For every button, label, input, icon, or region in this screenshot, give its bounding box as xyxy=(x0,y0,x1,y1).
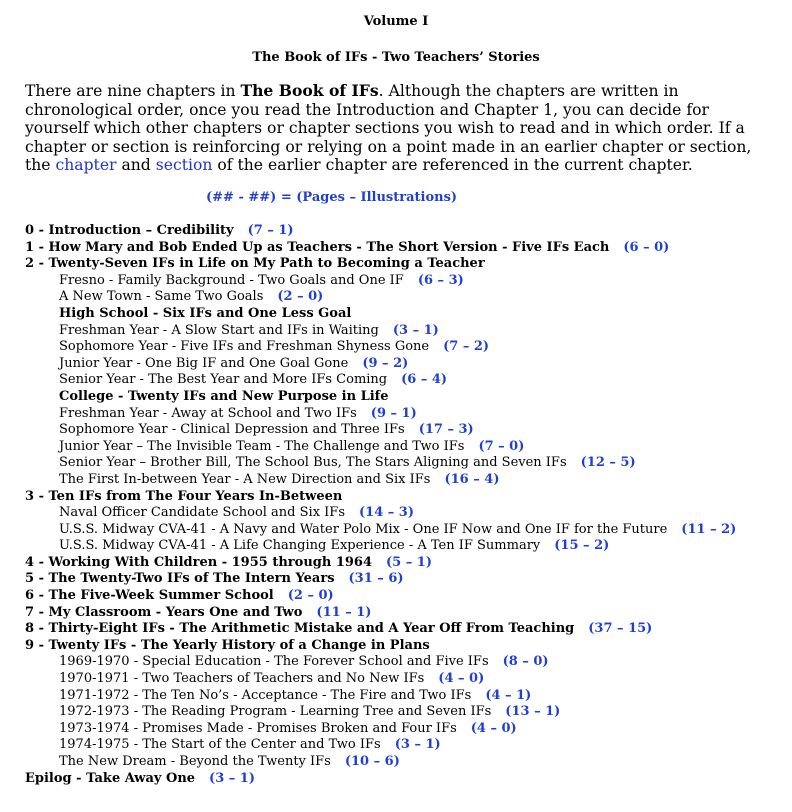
toc-entry-title: 1970-1971 - Two Teachers of Teachers and No New IFs xyxy=(59,671,425,687)
toc-entry[interactable] xyxy=(25,621,785,638)
toc-entry[interactable] xyxy=(25,704,785,721)
toc-entry-title: 9 - Twenty IFs - The Yearly History of a Change in Plans xyxy=(25,637,430,653)
toc-entry-title: 6 - The Five-Week Summer School xyxy=(25,588,274,604)
toc-entry-pages: (5 – 1) xyxy=(386,554,432,570)
toc-entry[interactable] xyxy=(25,489,785,506)
toc-entry[interactable] xyxy=(25,406,785,423)
toc-entry-pages: (6 – 0) xyxy=(623,239,670,255)
toc-entry[interactable] xyxy=(25,323,785,340)
toc-entry-title: 8 - Thirty-Eight IFs - The Arithmetic Mistake and A Year Off From Teaching xyxy=(25,621,575,637)
toc-entry-title: Senior Year – Brother Bill, The School Bus, The Stars Aligning and Seven IFs xyxy=(59,455,567,471)
toc-entry-title: 1969-1970 - Special Education - The Forever School and Five IFs xyxy=(59,654,489,670)
toc-entry[interactable] xyxy=(25,588,785,605)
toc-entry-title: College - Twenty IFs and New Purpose in Life xyxy=(59,388,389,404)
toc-entry-pages: (12 – 5) xyxy=(580,455,636,471)
toc-entry[interactable] xyxy=(25,605,785,622)
toc-entry-title: 1 - How Mary and Bob Ended Up as Teachers - The Short Version - Five IFs Each xyxy=(25,239,610,255)
toc-entry-title: Epilog - Take Away One xyxy=(25,770,196,786)
toc-entry[interactable] xyxy=(25,356,785,373)
toc-entry-pages: (4 – 0) xyxy=(438,671,485,687)
intro-text-1: There are nine chapters in xyxy=(25,82,241,100)
toc-entry[interactable] xyxy=(25,555,785,572)
toc-entry-pages: (7 – 0) xyxy=(478,438,525,454)
toc-entry-pages: (15 – 2) xyxy=(554,538,610,554)
intro-and: and xyxy=(116,156,156,174)
volume-heading: Volume I xyxy=(363,14,429,29)
intro-book-title: The Book of IFs xyxy=(240,81,379,100)
toc-entry[interactable] xyxy=(25,223,785,240)
toc-entry-pages: (13 – 1) xyxy=(505,704,561,720)
toc-entry[interactable] xyxy=(25,439,785,456)
toc-entry[interactable] xyxy=(25,771,785,788)
toc-entry-title: Freshman Year - Away at School and Two IFs xyxy=(59,405,357,421)
toc-entry[interactable] xyxy=(25,389,785,406)
intro-text-3: of the earlier chapter are referenced in the current chapter. xyxy=(212,156,693,174)
toc-entry[interactable] xyxy=(25,571,785,588)
toc-entry[interactable] xyxy=(25,721,785,738)
toc-entry-title: Junior Year – The Invisible Team - The Challenge and Two IFs xyxy=(59,438,465,454)
toc-entry[interactable] xyxy=(25,754,785,771)
toc-entry[interactable] xyxy=(25,737,785,754)
toc-entry-pages: (3 – 1) xyxy=(209,770,255,786)
toc-entry-title: 1971-1972 - The Ten No’s - Acceptance - The Fire and Two IFs xyxy=(59,687,472,703)
toc-entry[interactable] xyxy=(25,455,785,472)
toc-entry-pages: (37 – 15) xyxy=(588,621,653,637)
toc-entry-title: Sophomore Year - Five IFs and Freshman Shyness Gone xyxy=(59,339,430,355)
toc-entry-title: 1973-1974 - Promises Made - Promises Broken and Four IFs xyxy=(59,720,457,736)
section-link[interactable]: section xyxy=(155,156,213,174)
toc-entry-title: Freshman Year - A Slow Start and IFs in Waiting xyxy=(59,322,379,338)
toc-entry-pages: (8 – 0) xyxy=(502,654,549,670)
toc-entry-pages: (7 – 2) xyxy=(443,339,490,355)
toc-entry-title: U.S.S. Midway CVA-41 - A Life Changing Experience - A Ten IF Summary xyxy=(59,538,541,554)
toc-entry-title: Senior Year - The Best Year and More IFs Coming xyxy=(59,372,388,388)
toc-entry-pages: (14 – 3) xyxy=(359,505,414,521)
toc-entry-title: 1972-1973 - The Reading Program - Learning Tree and Seven IFs xyxy=(59,704,492,720)
toc-entry-title: Junior Year - One Big IF and One Goal Gone xyxy=(59,355,349,371)
toc-entry-title: The First In-between Year - A New Direction and Six IFs xyxy=(59,471,431,487)
toc-entry-pages: (3 – 1) xyxy=(394,737,441,753)
toc-entry-title: 0 - Introduction – Credibility xyxy=(25,223,234,238)
toc-entry-title: 3 - Ten IFs from The Four Years In-Between xyxy=(25,488,343,504)
toc-entry[interactable] xyxy=(25,522,785,539)
toc-entry[interactable] xyxy=(25,306,785,323)
toc-entry-title: A New Town - Same Two Goals xyxy=(59,289,264,305)
toc-entry[interactable] xyxy=(25,688,785,705)
toc-entry-pages: (6 – 3) xyxy=(417,272,464,288)
toc-entry-pages: (31 – 6) xyxy=(348,571,404,587)
toc-entry[interactable] xyxy=(25,638,785,655)
toc-entry-pages: (2 – 0) xyxy=(277,289,324,305)
toc-entry-pages: (9 – 2) xyxy=(362,355,409,371)
toc-entry[interactable] xyxy=(25,422,785,439)
toc-entry[interactable] xyxy=(25,339,785,356)
toc-entry-title: 7 - My Classroom - Years One and Two xyxy=(25,604,303,620)
toc-entry-title: High School - Six IFs and One Less Goal xyxy=(59,305,352,321)
toc-entry[interactable] xyxy=(25,671,785,688)
toc-entry[interactable] xyxy=(25,654,785,671)
toc-entry-pages: (7 – 1) xyxy=(247,223,294,238)
toc-entry[interactable] xyxy=(25,256,785,273)
toc-entry-pages: (11 – 1) xyxy=(316,604,372,620)
toc-entry-title: Naval Officer Candidate School and Six IFs xyxy=(59,505,345,521)
toc-entry-pages: (4 – 0) xyxy=(470,720,517,736)
book-subtitle: The Book of IFs - Two Teachers’ Stories xyxy=(252,50,540,65)
toc-entry-pages: (3 – 1) xyxy=(392,322,439,338)
toc-entry-pages: (11 – 2) xyxy=(681,521,737,537)
intro-text-2: . Although the chapters are written in chronological order, once you read the Introduction and Chapter 1, you can decide for yourself which other chapters or chapter sections you wish to read and in which order. If a chapter or section is reinforcing or relying on a point made in an earlier chapter or section, the xyxy=(25,82,752,174)
pages-illustrations-legend: (## - ##) = (Pages – Illustrations) xyxy=(206,190,458,205)
table-of-contents xyxy=(25,223,785,787)
toc-entry-title: 1974-1975 - The Start of the Center and Two IFs xyxy=(59,737,381,753)
toc-entry[interactable] xyxy=(25,273,785,290)
toc-entry-pages: (17 – 3) xyxy=(418,422,474,438)
toc-entry-pages: (9 – 1) xyxy=(370,405,417,421)
toc-entry-pages: (6 – 4) xyxy=(401,372,448,388)
toc-entry[interactable] xyxy=(25,505,785,522)
toc-entry-title: 4 - Working With Children - 1955 through 1964 xyxy=(25,554,373,570)
intro-paragraph xyxy=(25,82,775,175)
toc-entry-pages: (10 – 6) xyxy=(344,754,400,769)
toc-entry-title: Fresno - Family Background - Two Goals and One IF xyxy=(59,272,404,288)
toc-entry-title: U.S.S. Midway CVA-41 - A Navy and Water Polo Mix - One IF Now and One IF for the Future xyxy=(59,521,668,537)
toc-entry[interactable] xyxy=(25,538,785,555)
toc-entry-pages: (2 – 0) xyxy=(287,588,334,604)
toc-entry-title: The New Dream - Beyond the Twenty IFs xyxy=(59,754,331,769)
toc-entry[interactable] xyxy=(25,240,785,257)
toc-entry-pages: (16 – 4) xyxy=(444,471,500,487)
toc-entry[interactable] xyxy=(25,289,785,306)
toc-entry-title: 2 - Twenty-Seven IFs in Life on My Path to Becoming a Teacher xyxy=(25,256,485,272)
toc-entry[interactable] xyxy=(25,372,785,389)
toc-entry-title: Sophomore Year - Clinical Depression and Three IFs xyxy=(59,422,405,438)
toc-entry[interactable] xyxy=(25,472,785,489)
toc-entry-title: 5 - The Twenty-Two IFs of The Intern Years xyxy=(25,571,335,587)
chapter-link[interactable]: chapter xyxy=(55,156,117,174)
toc-entry-pages: (4 – 1) xyxy=(485,687,532,703)
